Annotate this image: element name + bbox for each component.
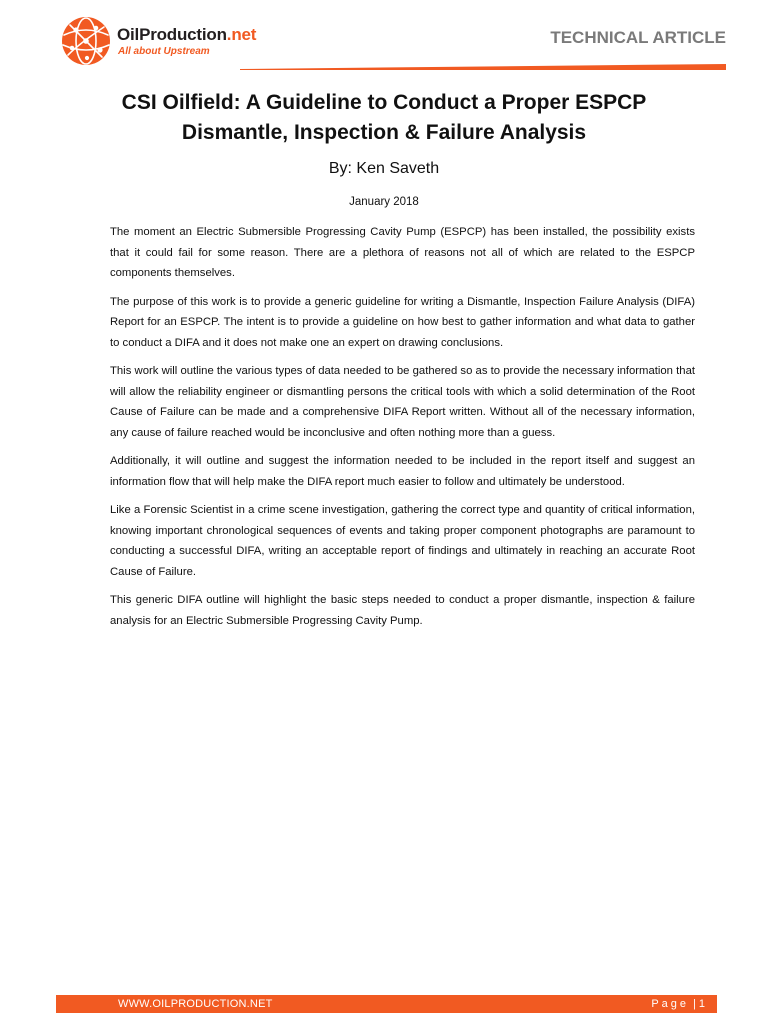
article-author: By: Ken Saveth [328,160,440,177]
logo-wordmark [117,25,256,45]
article-title: CSI Oilfield: A Guideline to Conduct a Proper ESPCP Dismantle, Inspection & Failure Analysis [121,91,647,144]
paragraph: Additionally, it will outline and suggest the information needed to be included in the report itself and suggest an information flow that will help make the DIFA report much easier to follow and ultimately be understood. [110,455,695,488]
paragraph: The purpose of this work is to provide a generic guideline for writing a Dismantle, Inspection Failure Analysis (DIFA) Report for an ESPCP. The intent is to provide a guideline on how best to gather information and what data to gather to conduct a DIFA and it does not make one an expert on drawing conclusions. [110,295,695,349]
footer-website-link[interactable]: WWW.OILPRODUCTION.NET [118,998,273,1010]
page-number-indicator [651,996,705,1012]
paragraph: Like a Forensic Scientist in a crime scene investigation, gathering the correct type and quantity of critical information, knowing important chronological sequences of events and taking proper component photographs are paramount to conducting a successful DIFA, writing an acceptable report of findings and ultimately in reaching an accurate Root Cause of Failure. [110,504,695,578]
paragraph: This work will outline the various types of data needed to be gathered so as to provide the necessary information that will allow the reliability engineer or dismantling persons the critical tools with which a solid determination of the Root Cause of Failure can be made and a comprehensive DIFA Report written. Without all of the necessary information, any cause of failure reached would be inconclusive and often nothing more than a guess. [110,365,695,439]
page-label: Page [651,998,690,1010]
page-separator: | [693,998,696,1010]
paragraph: The moment an Electric Submersible Progressing Cavity Pump (ESPCP) has been installed, the possibility exists that it could fail for some reason. There are a plethora of reasons not all of which are related to the ESPCP components themselves. [110,226,695,279]
header-divider [240,63,726,70]
logo-tagline: All about Upstream [118,46,210,57]
article-body [110,222,695,639]
page-number: 1 [698,998,705,1010]
site-logo[interactable] [60,15,260,65]
globe-network-icon [60,15,112,67]
article-date: January 2018 [349,196,419,208]
paragraph: This generic DIFA outline will highlight the basic steps needed to conduct a proper dismantle, inspection & failure analysis for an Electric Submersible Progressing Cavity Pump. [110,594,695,627]
logo-name-main: OilProduction [117,25,227,44]
page-footer [56,995,717,1013]
article-type-label: TECHNICAL ARTICLE [550,28,726,47]
logo-name-suffix: .net [226,25,257,44]
page-header [0,0,768,72]
